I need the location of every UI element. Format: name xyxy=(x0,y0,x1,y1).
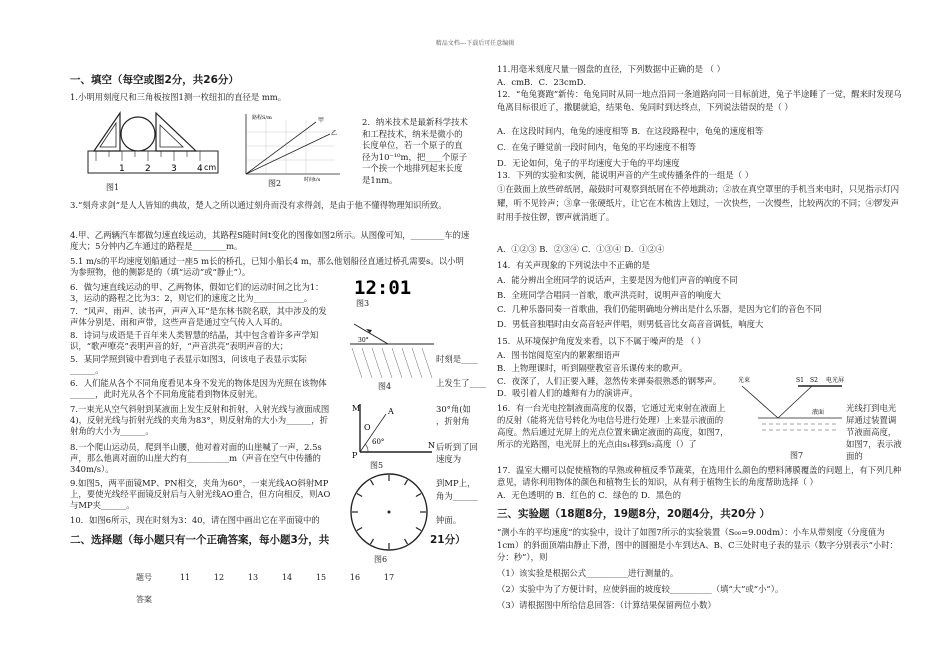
q9-right-2: 角为______ xyxy=(436,491,478,501)
answer-table-cell: 12 xyxy=(213,572,225,582)
figure-1-caption: 图1 xyxy=(106,183,120,192)
answer-table xyxy=(136,570,406,606)
q15-text: 15．从环境保护角度发来看，以下不属于噪声的是 （ ） xyxy=(497,336,706,346)
ruler-tick-4: 4 xyxy=(197,164,203,174)
q3-text: 3.“刻舟求剑”是人人皆知的典故，楚人之所以通过刻舟而没有求得剑，是由于他不懂得物理知识所致。 xyxy=(70,200,447,210)
section2-title-end: 21分） xyxy=(430,534,466,546)
q8b-right-1: 后听到了回 xyxy=(436,442,478,452)
section2-title: 二、选择题（每小题只有一个正确答案，每小题3分，共 xyxy=(70,534,330,546)
q13-body: ①在鼓面上放些碎纸屑，敲鼓时可观察到纸屑在不停地跳动；②放在真空罩里的手机当来电时，只见指示灯闪耀，听不见铃声；③拿一张硬纸片，让它在木梳齿上划过，一次快些，一次慢些，比较两次的不同；④锣发声时用手按住锣，锣声就消逝了。 xyxy=(497,184,899,222)
fig7-s1: S1 xyxy=(796,377,804,384)
q6b-right: 上发生了____ xyxy=(436,378,487,388)
figure-3-clock xyxy=(352,276,412,298)
q12-optD: D．无论如何，兔子的平均速度大于龟的平均速度 xyxy=(497,158,680,168)
q5-text: 5.1 m/s的平均速度划船通过一座5 m长的桥孔，已知小船长4 m，那么他划船径直通过桥孔需要s。以小明为参照物，他的侧影是的（填“运动”或“静止”）。 xyxy=(70,256,464,277)
answer-cell[interactable] xyxy=(372,584,406,606)
q7-text: 7．“风声、雨声、读书声，声声入耳”是东林书院名联，其中涉及的发声体分别是、雨和声带，这些声音是通过空气传入人耳的。 xyxy=(70,306,327,327)
q14-optB: B．全班同学合唱同一首歌，歌声洪亮时，说明声音的响度大 xyxy=(497,290,721,300)
graph-series-yi: 乙 xyxy=(331,130,338,137)
ruler-tick-3: 3 xyxy=(171,164,177,174)
figure-2-caption: 图2 xyxy=(268,179,282,188)
q16-right-text: 光线打到电光屏通过装置调节液面高度，如图7，表示液面的 xyxy=(846,403,902,461)
q14-optA: A．能分辨出全班同学的说话声，主要是因为他们声音的响度不同 xyxy=(497,275,738,285)
q15-optC: C．夜深了，人们正要入睡，忽然传来弹奏很熟悉的钢琴声。 xyxy=(497,376,722,386)
answer-table-cell: 15 xyxy=(315,572,327,582)
fig7-liquid: 液面 xyxy=(812,409,825,416)
answer-cell[interactable] xyxy=(202,584,236,606)
ruler-unit: cm xyxy=(204,163,217,172)
figure-7-level-sensor xyxy=(738,372,848,436)
q10-right: 钟面。 xyxy=(436,515,462,525)
figure-4-surface xyxy=(348,318,438,380)
graph-series-jia: 甲 xyxy=(318,117,325,124)
q5b-text: 5．某同学照到镜中看到电子表显示如图3，问该电子表显示实际______。 xyxy=(70,354,307,375)
q8b-right-2: 速度为 xyxy=(436,454,462,464)
ruler-tick-1: 1 xyxy=(119,164,125,174)
fig5-angle: 60° xyxy=(372,438,385,446)
answer-row-label: 答案 xyxy=(136,594,152,604)
q17-text: 17．温室大棚可以促使植物的早熟或种植反季节蔬菜，在选用什么颜色的塑料薄膜覆盖的问题上，有下列几种意见，请你利用物体的颜色和植物生长的知识，从有利于植物生长的角度帮助选择（ ） xyxy=(497,465,902,487)
answer-table-cell: 16 xyxy=(349,572,361,582)
graph-xlabel: 时间t/s xyxy=(304,177,321,182)
figure-4-caption: 图4 xyxy=(378,382,392,391)
q18-sub2: （2）实验中为了方便计时，应使斜面的坡度较__________（填“大”或“小”）。 xyxy=(497,584,784,594)
q7b-text: 7.一束光从空气斜射到某液面上发生反射和折射，入射光线与液面成图4)，反射光线与折射光线的夹角为83°，则反射角的大小为______，折射角的大小为______。 xyxy=(70,404,330,436)
q11-text: 11.用毫米刻度尺量一圆盘的直径，下列数据中正确的是 （ ） xyxy=(497,64,726,74)
graph-ylabel: 路程S/m xyxy=(252,115,272,121)
figure-6-caption: 图6 xyxy=(374,555,388,564)
figure-7-caption: 图7 xyxy=(790,451,804,460)
fig5-A: A xyxy=(388,407,394,416)
q2-text: 2．纳米技术是最新科学技术和工程技术，纳米是微小的长度单位，若一个原子的直径为10⁻¹⁰m，把____个原子一个挨一个地排列起来长度是1nm。 xyxy=(362,117,468,185)
section3-title: 三、实验题（18题8分，19题8分，20题4分，共20分 ） xyxy=(497,508,771,520)
q12-optAB: A．在这段时间内，龟兔的速度相等 B．在这段路程中，龟兔的速度相等 xyxy=(497,126,764,136)
q12-text: 12．“龟兔赛跑”新传：龟兔同时从同一地点沿同一条道路向同一目标前进，兔子半途睡了一觉，醒来时发现乌龟离目标很近了，撒腿就追，结果龟、兔同时到达终点，下列说法错误的是（ ） xyxy=(497,89,902,112)
answer-table-header xyxy=(136,570,406,584)
q13-text: 13．下列的实验和实例，能说明声音的产生或传播条件的一组是（ ） xyxy=(497,170,754,180)
q9-right-1: 到MP上， xyxy=(436,478,476,488)
answer-table-cell: 11 xyxy=(179,572,191,582)
ruler-tick-2: 2 xyxy=(145,164,151,174)
q4-text: 4.甲、乙两辆汽车都做匀速直线运动，其路程S随时间t变化的图像如图2所示。从图像可知，________车的速度大；5分钟内乙车通过的路程是________m。 xyxy=(70,230,470,251)
q18-sub3: （3）请根据图中所给信息回答：（计算结果保留两位小数） xyxy=(497,600,716,610)
figure-5-mirrors xyxy=(350,402,440,460)
q5b-right: 时刻是____ xyxy=(436,354,478,364)
q10-text: 10．如图6所示，现在时刻为3：40，请在图中画出它在平面镜中的 xyxy=(70,515,320,525)
fig7-s2: S2 xyxy=(810,377,818,384)
figure-6-clock-face xyxy=(348,471,430,553)
q16-text: 16．有一台光电控制液面高度的仪器，它通过光束射在液面上的反射（能将光信号转化为电信号进行处理）上来显示液面的高度。然后通过光屏上的光点位置来确定液面的高度，如图7，所示的光路图，电光屏上的光点由s₁移到s₂高度（）了 xyxy=(497,403,729,449)
q15-optD: D．吸引着人们的雄辩有力的演讲声。 xyxy=(497,388,638,398)
q17-options: A．无色透明的 B．红色的 C．绿色的 D．黑色的 xyxy=(497,490,682,500)
figure-3-caption: 图3 xyxy=(356,299,370,308)
q1-text: 1.小明用刻度尺和三角板按图1测一枚纽扣的直径是 mm。 xyxy=(70,92,287,102)
answer-table-cell: 13 xyxy=(247,572,259,582)
answer-cell[interactable] xyxy=(236,584,270,606)
figure-2-graph xyxy=(234,110,344,182)
page-header: 精品文档---下载后可任意编辑 xyxy=(435,40,515,47)
q8-text: 8．诗词与成语是千百年来人类智慧的结晶，其中包含着许多声学知识，“歌声嘹亮”表明声音的好，“声音洪亮”表明声音的大； xyxy=(70,330,319,351)
fig5-P: P xyxy=(352,451,358,460)
answer-table-row xyxy=(136,584,406,606)
answer-cell[interactable] xyxy=(304,584,338,606)
answer-cell[interactable] xyxy=(168,584,202,606)
answer-cell[interactable] xyxy=(338,584,372,606)
figure-5-caption: 图5 xyxy=(370,461,384,470)
q9-text: 9.如图5，两平面镜MP、PN相交，夹角为60°，一束光线AO斜射MP上，要使光线经平面镜反射后与入射光线AO重合，但方向相反，则AO与MP夹______。 xyxy=(70,478,331,510)
fig5-N: N xyxy=(428,441,435,450)
q18-sub1: （1）该实验是根据公式__________进行测量的。 xyxy=(497,568,679,578)
fig7-screen: 电光屏 xyxy=(826,377,845,384)
q7b-right-1: 30°角(如 xyxy=(436,404,471,414)
q6-text: 6．做匀速直线运动的甲、乙两物体，假如它们的运动时间之比为1：3，运动的路程之比为3：2，则它们的速度之比为____________。 xyxy=(70,282,324,303)
q14-text: 14．有关声现象的下列说法中不正确的是 xyxy=(497,260,651,270)
q13-options: A．①②③ B．②③④ C．①③④ D．①②④ xyxy=(497,244,665,254)
figure-1-ruler xyxy=(86,103,222,183)
fig4-angle: 30° xyxy=(358,337,369,344)
q11-options: A．cmB．C．23cmD． xyxy=(497,77,592,87)
fig5-M: M xyxy=(352,404,361,413)
q15-optA: A．图书馆阅览室内的絮絮细语声 xyxy=(497,350,621,360)
section1-title: 一、填空（每空或图2分，共26分） xyxy=(70,74,239,86)
q15-optB: B．上物理课时，听到隔壁教室音乐课传来的歌声。 xyxy=(497,363,688,373)
answer-table-cell: 题号 xyxy=(136,572,152,582)
fig5-O: O xyxy=(364,423,371,432)
q8b-text: 8.一个爬山运动员，爬到半山腰，他对着对面的山崖喊了一声，2.5s声，那么他离对面的山崖大约有__________m（声音在空气中传播的340m/s）。 xyxy=(70,442,322,474)
answer-table-cell: 14 xyxy=(281,572,293,582)
q14-optC: C．几种乐器同奏一首歌曲，我们仍能明确地分辨出是什么乐器，是因为它们的音色不同 xyxy=(497,304,822,314)
q12-optC: C．在兔子睡觉前一段时间内，龟兔的平均速度不相等 xyxy=(497,142,697,152)
answer-cell[interactable] xyxy=(270,584,304,606)
answer-table-cell: 17 xyxy=(383,572,395,582)
fig7-beam: 光束 xyxy=(738,377,751,384)
q18-text: “测小车的平均速度”的实验中，设计了如图7所示的实验装置（S₀₀=9.00dm）：小车从带刻度（分度值为1cm）的斜面顶端由静止下滑，图中的圆圈是小车到达A、B、C三处时电子表的显示（数字分别表示“小时：分：秒”），则 xyxy=(497,527,898,562)
q14-optD: D．男低音独唱时由女高音轻声伴唱，则男低音比女高音音调低，响度大 xyxy=(497,319,764,329)
clock-digits: 12:01 xyxy=(354,277,412,298)
q6b-text: 6．人们能从各个不同角度看见本身不发光的物体是因为光照在该物体______，此时光从各个不同角度能看到物体反射光。 xyxy=(70,378,327,399)
q7b-right-2: ，折射角 xyxy=(436,416,470,426)
